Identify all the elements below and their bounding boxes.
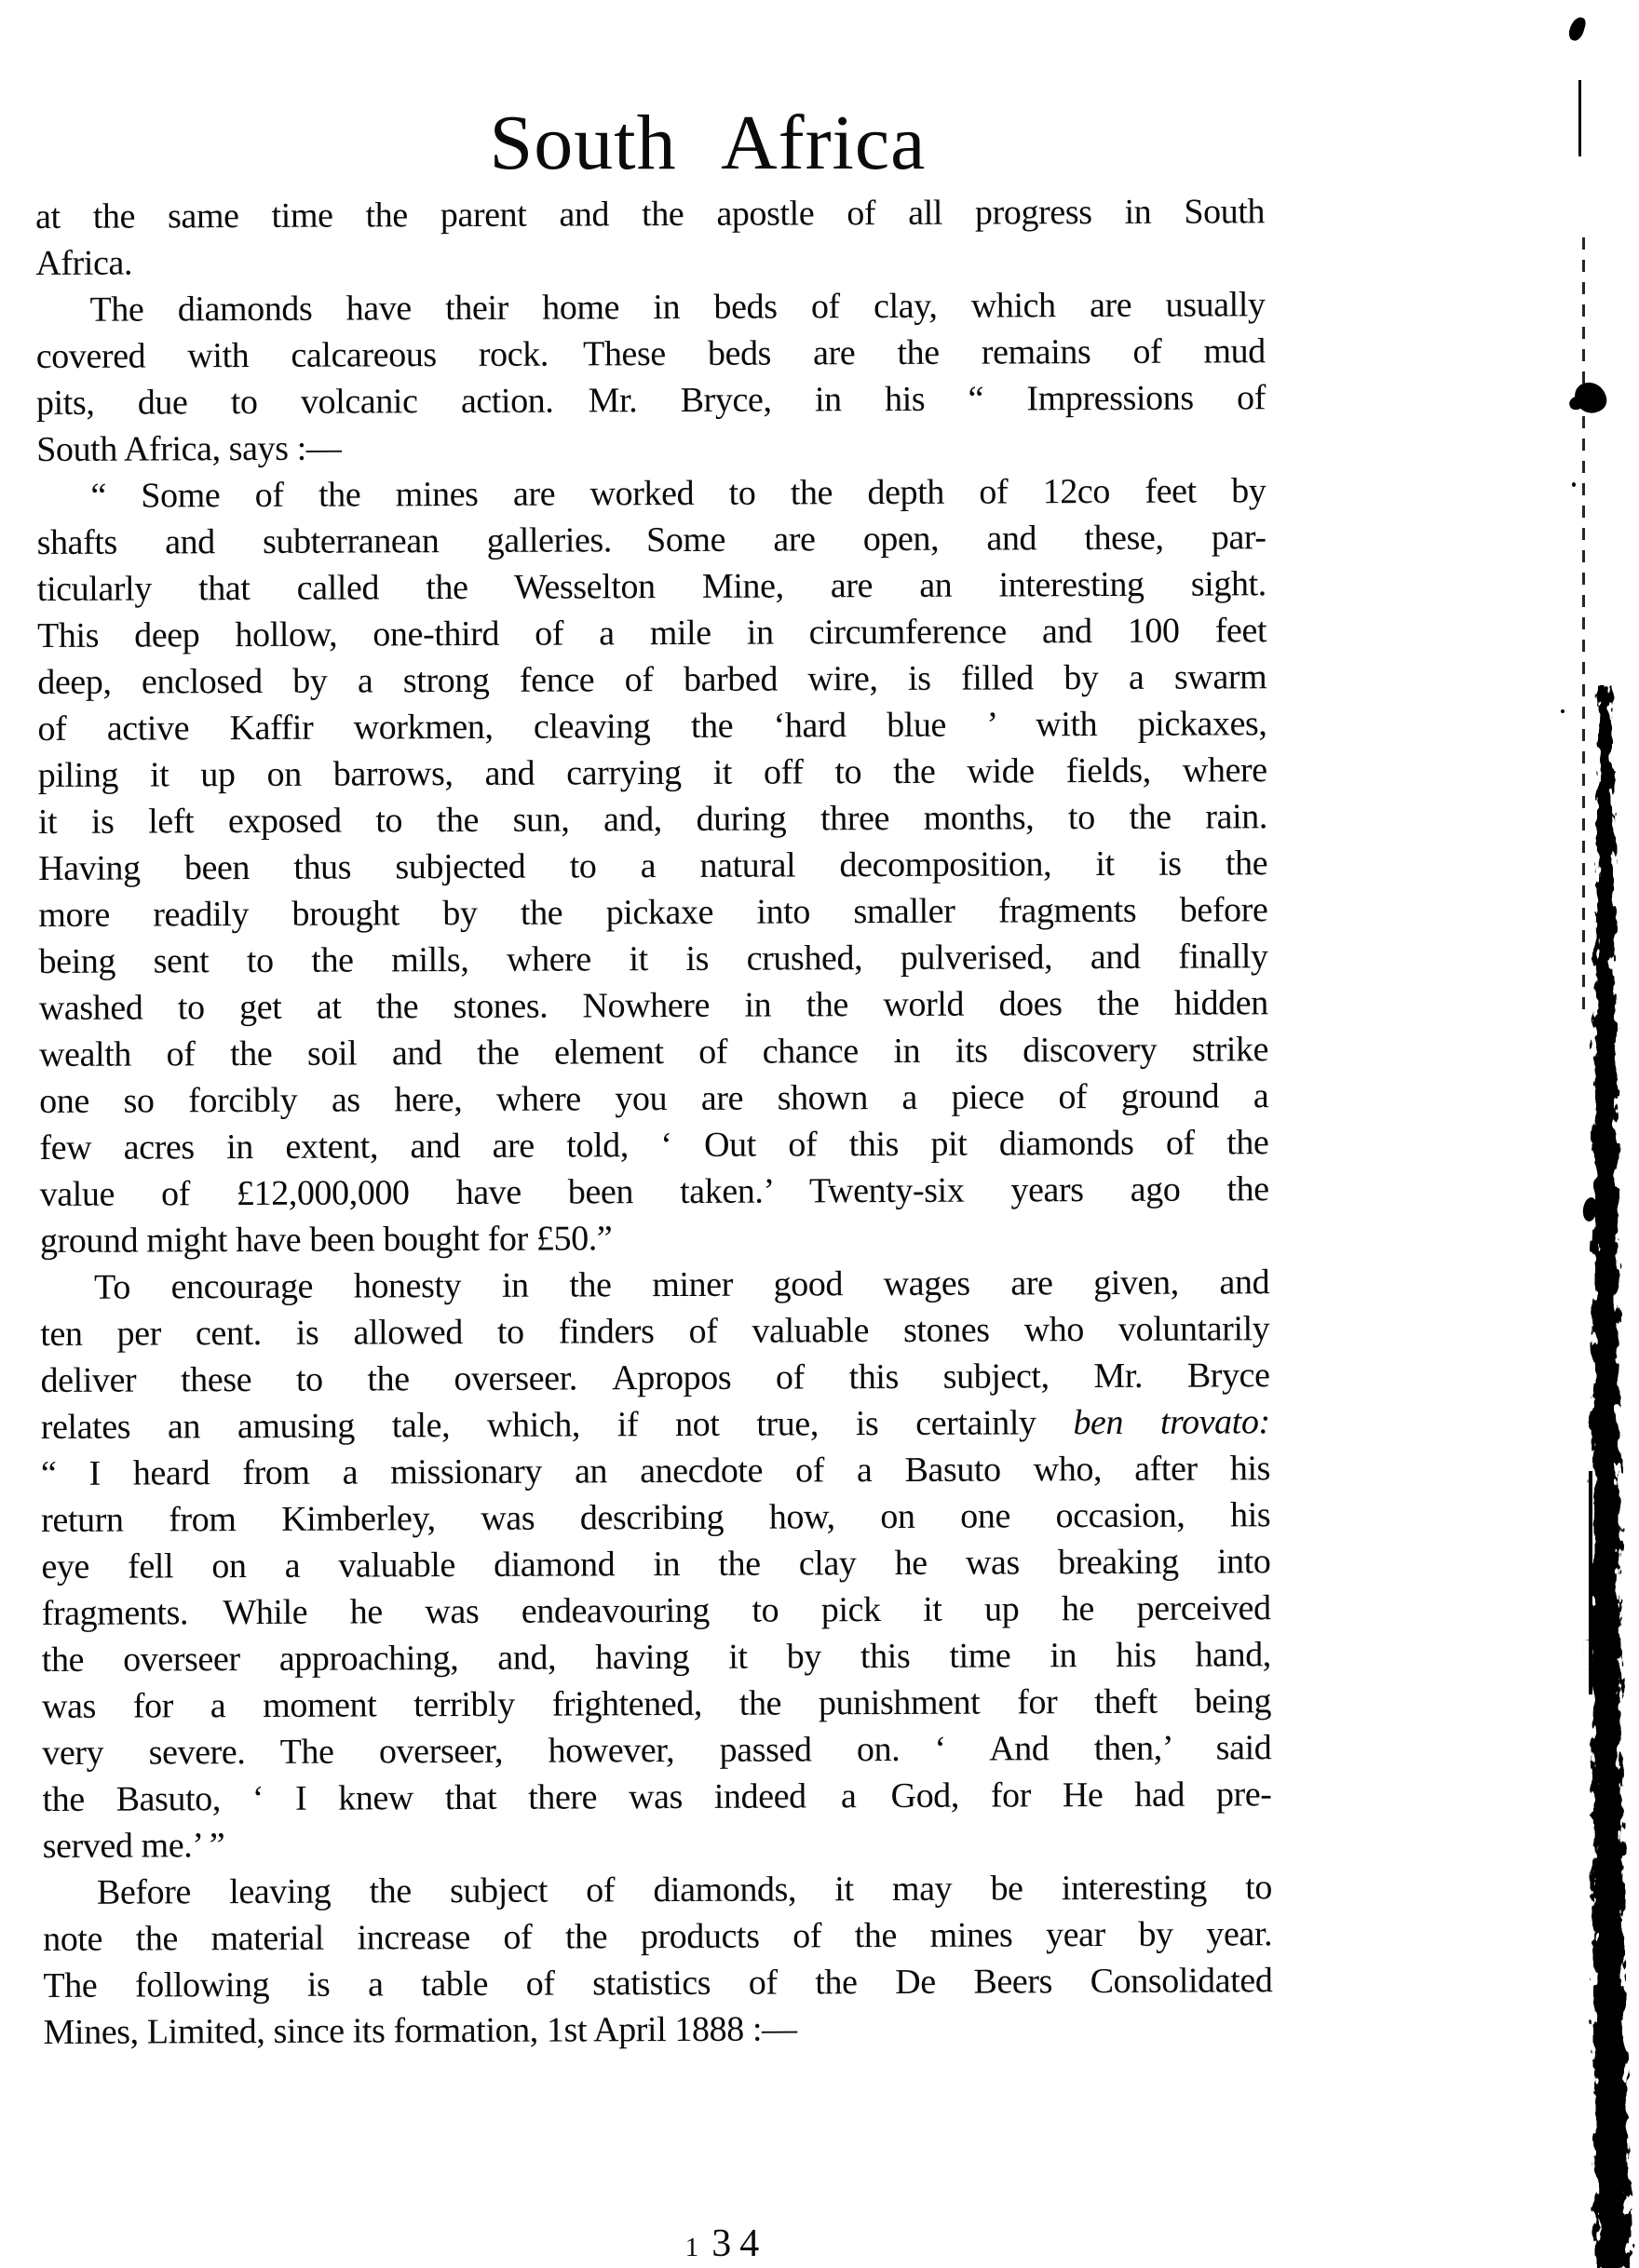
text-line: note the material increase of the products of the mines year by year.: [43, 1914, 1273, 1959]
text-line: The following is a table of statistics of the De Beers Consolidated: [43, 1961, 1273, 2005]
gutter-shadow-streak: [1581, 685, 1639, 2268]
text-line: the Basuto, ‘ I knew that there was indeed a God, for He had pre-: [42, 1775, 1272, 1819]
text-line: eye fell on a valuable diamond in the clay he was breaking into: [41, 1542, 1271, 1586]
text-line: shafts and subterranean galleries. Some are open, and these, par-: [36, 518, 1266, 562]
text-line: more readily brought by the pickaxe into smaller fragments before: [38, 890, 1268, 935]
text-line: The diamonds have their home in beds of clay, which are usually: [89, 285, 1266, 330]
ink-dot: [1572, 482, 1576, 487]
text-line: ten per cent. is allowed to finders of valuable stones who voluntarily: [40, 1309, 1270, 1354]
text-line: pits, due to volcanic action. Mr. Bryce, in his “ Impressions of: [35, 378, 1266, 423]
ink-moth-blob: [1571, 377, 1610, 418]
text-line: South Africa, says :—: [36, 428, 342, 469]
text-line: wealth of the soil and the element of chance in its discovery strike: [38, 1030, 1269, 1074]
text-line: ticularly that called the Wesselton Mine, are an interesting sight.: [36, 564, 1266, 609]
text-line: being sent to the mills, where it is crushed, pulverised, and finally: [38, 937, 1268, 981]
ink-short-line: [1578, 80, 1581, 156]
text-line: very severe. The overseer, however, passed on. ‘ And then,’ said: [42, 1728, 1272, 1773]
text-line: relates an amusing tale, which, if not true, is certainly ben trovato:: [40, 1402, 1270, 1447]
text-line: fragments. While he was endeavouring to pick it up he perceived: [41, 1588, 1271, 1633]
text-line: return from Kimberley, was describing how, on one occasion, his: [41, 1495, 1271, 1540]
text-line: value of £12,000,000 have been taken.’ Twenty-six years ago the: [39, 1169, 1269, 1214]
page-number: 134: [684, 2222, 768, 2265]
text-line: was for a moment terribly frightened, the punishment for theft being: [41, 1681, 1272, 1726]
ink-comma-mark: [1567, 15, 1588, 42]
text-line: “ Some of the mines are worked to the depth of 12co feet by: [90, 471, 1266, 516]
text-line: piling it up on barrows, and carrying it off to the wide fields, where: [37, 750, 1267, 795]
text-line: This deep hollow, one-third of a mile in circumference and 100 feet: [36, 611, 1267, 655]
text-line: Having been thus subjected to a natural decomposition, it is the: [38, 844, 1268, 888]
text-line: at the same time the parent and the apostle of all progress in South: [35, 192, 1266, 236]
text-line: Africa.: [35, 243, 133, 283]
text-line: deliver these to the overseer. Apropos of this subject, Mr. Bryce: [40, 1356, 1270, 1400]
text-line: the overseer approaching, and, having it by this time in his hand,: [41, 1635, 1271, 1680]
text-line: of active Kaffir workmen, cleaving the ‘hard blue ’ with pickaxes,: [37, 704, 1267, 749]
text-line: washed to get at the stones. Nowhere in the world does the hidden: [38, 983, 1268, 1028]
text-line: To encourage honesty in the miner good wages are given, and: [94, 1262, 1270, 1307]
text-line: ground might have been bought for £50.”: [39, 1219, 613, 1261]
text-line: Before leaving the subject of diamonds, it may be interesting to: [96, 1868, 1273, 1912]
text-line: one so forcibly as here, where you are shown a piece of ground a: [39, 1076, 1269, 1121]
page-title: South Africa: [489, 100, 927, 186]
text-line: “ I heard from a missionary an anecdote of a Basuto who, after his: [40, 1449, 1271, 1493]
ink-dot: [1561, 709, 1564, 713]
text-line: deep, enclosed by a strong fence of barbed wire, is filled by a swarm: [37, 657, 1267, 702]
text-line: few acres in extent, and are told, ‘ Out of this pit diamonds of the: [39, 1123, 1269, 1168]
body-text: [35, 188, 1273, 2056]
text-line: it is left exposed to the sun, and, during three months, to the rain.: [37, 797, 1268, 842]
text-line: Mines, Limited, since its formation, 1st April 1888 :—: [43, 2009, 797, 2052]
text-line: served me.’ ”: [42, 1826, 225, 1866]
text-line: covered with calcareous rock. These beds are the remains of mud: [35, 331, 1266, 376]
